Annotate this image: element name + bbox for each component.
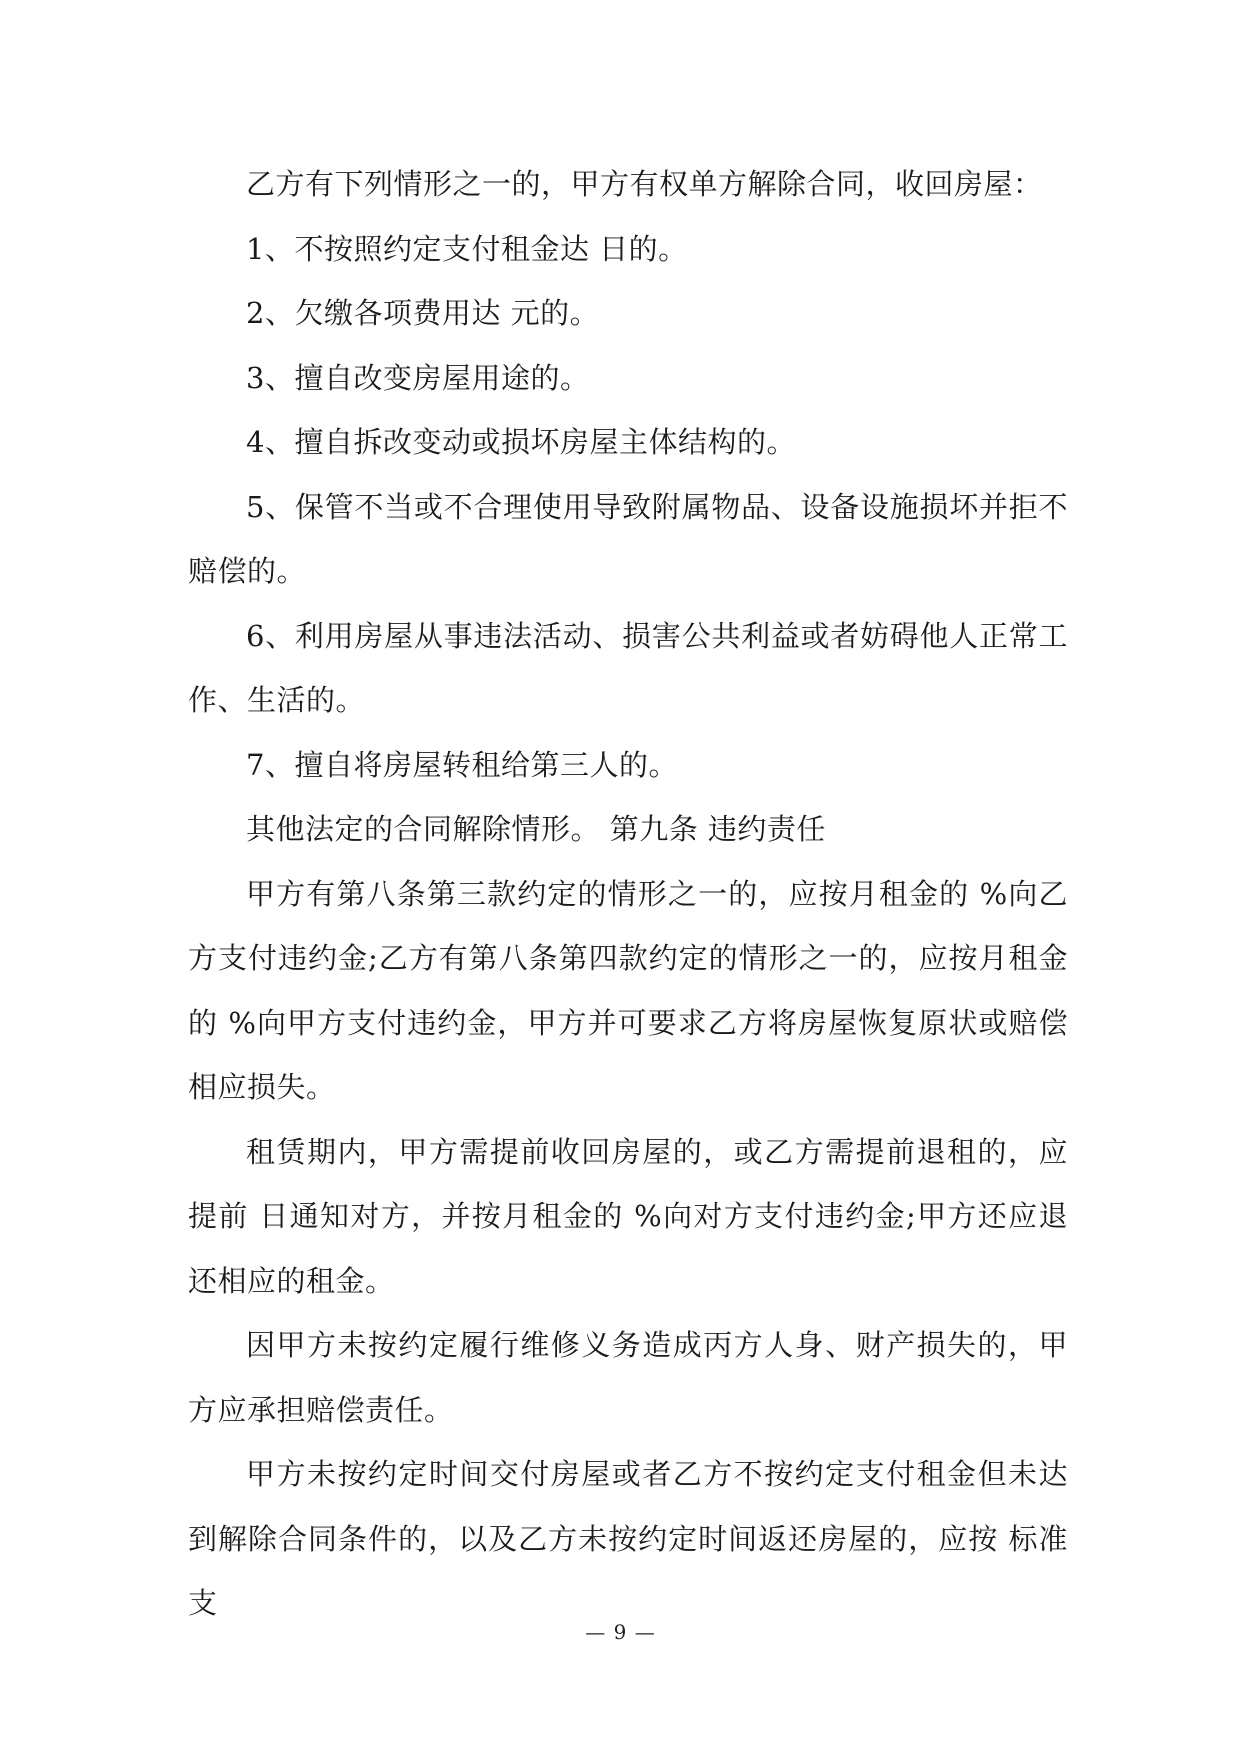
- paragraph-item-6: 6、利用房屋从事违法活动、损害公共利益或者妨碍他人正常工作、生活的。: [188, 618, 1068, 717]
- paragraph-item-1: 1、不按照约定支付租金达 日的。: [246, 231, 688, 266]
- page-number: — 9 —: [585, 1620, 656, 1644]
- paragraph-item-2: 2、欠缴各项费用达 元的。: [246, 296, 600, 330]
- paragraph-item-4: 4、擅自拆改变动或损坏房屋主体结构的。: [246, 425, 796, 459]
- paragraph-other-and-article-9: 其他法定的合同解除情形。 第九条 违约责任: [246, 812, 826, 846]
- paragraph-item-3: 3、擅自改变房屋用途的。: [246, 360, 590, 395]
- document-body: [188, 152, 1068, 1636]
- paragraph-termination-intro: 乙方有下列情形之一的，甲方有权单方解除合同，收回房屋：: [246, 167, 1043, 201]
- paragraph-late-delivery: 甲方未按约定时间交付房屋或者乙方不按约定支付租金但未达到解除合同条件的，以及乙方未按约定时间返还房屋的，应按 标准支: [188, 1457, 1068, 1620]
- paragraph-repair-liability: 因甲方未按约定履行维修义务造成丙方人身、财产损失的，甲方应承担赔偿责任。: [188, 1328, 1068, 1427]
- paragraph-item-5: 5、保管不当或不合理使用导致附属物品、设备设施损坏并拒不赔偿的。: [188, 489, 1068, 588]
- paragraph-item-7: 7、擅自将房屋转租给第三人的。: [246, 747, 678, 782]
- paragraph-early-termination: 租赁期内，甲方需提前收回房屋的，或乙方需提前退租的，应提前 日通知对方，并按月租金的 %向对方支付违约金;甲方还应退还相应的租金。: [188, 1134, 1068, 1298]
- paragraph-penalty-clause: 甲方有第八条第三款约定的情形之一的，应按月租金的 %向乙方支付违约金;乙方有第八条第四款约定的情形之一的，应按月租金的 %向甲方支付违约金，甲方并可要求乙方将房屋恢复原状或赔偿相应损失。: [188, 876, 1068, 1104]
